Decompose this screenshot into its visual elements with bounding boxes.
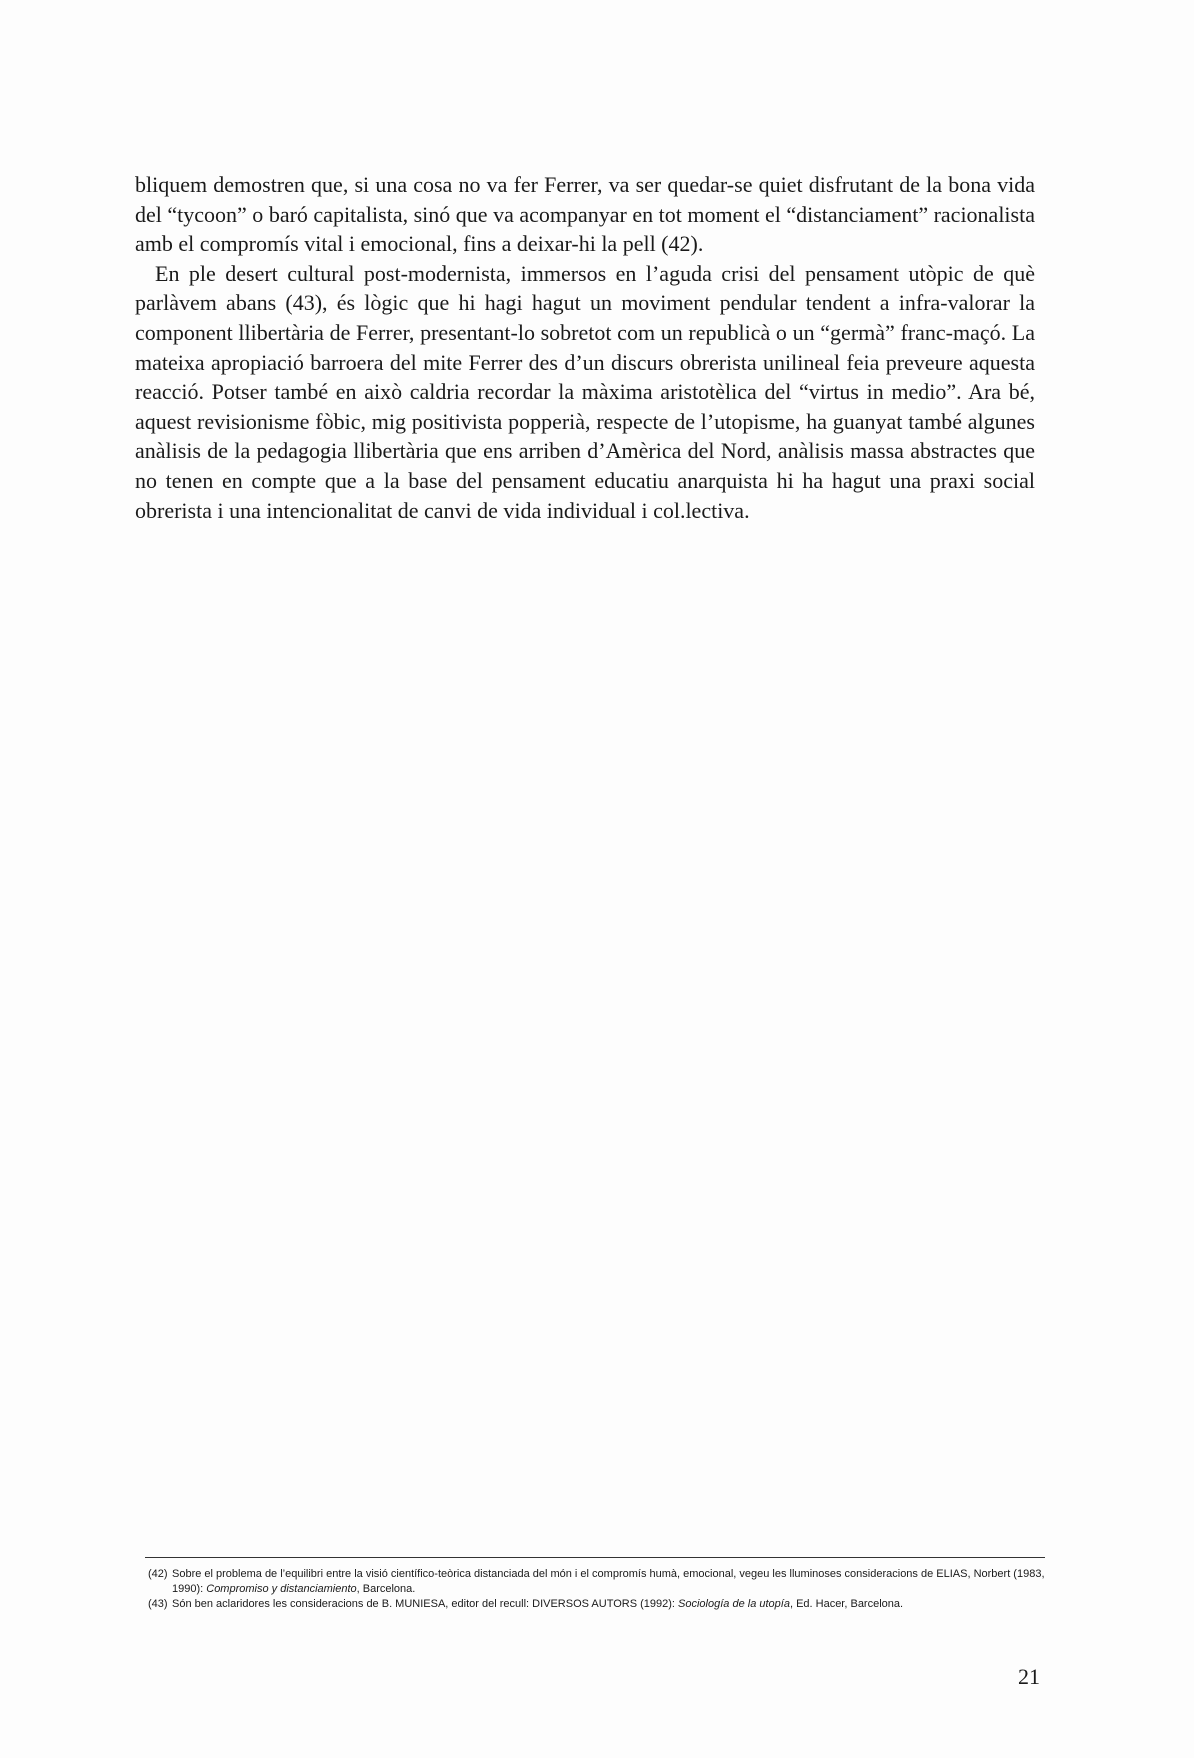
paragraph: bliquem demostren que, si una cosa no va fer Ferrer, va ser quedar-se quiet disfrutant de la bona vida del “tycoon” o baró capitalista, sinó que va acompanyar en tot moment el “distanciament” racionalista amb el compromís vital i emocional, fins a deixar-hi la pell (42). bbox=[135, 172, 1035, 257]
footnote-text-end: , Barcelona. bbox=[356, 1582, 416, 1595]
footnote-number: (43) bbox=[148, 1598, 168, 1610]
body-text bbox=[135, 170, 1035, 525]
footnote-title: Compromiso y distanciamiento bbox=[206, 1582, 357, 1595]
page-number: 21 bbox=[1018, 1664, 1040, 1689]
footnote-text-end: , Ed. Hacer, Barcelona. bbox=[789, 1598, 904, 1610]
footnotes bbox=[148, 1567, 1048, 1613]
paragraph: En ple desert cultural post-modernista, immersos en l’aguda crisi del pensament utòpic de què parlàvem abans (43), és lògic que hi hagi hagut un moviment pendular tendent a infra-valorar la component llibertària de Ferrer, presentant-lo sobretot com un republicà o un “germà” franc-maçó. La mateixa apropiació barroera del mite Ferrer des d’un discurs obrerista unilineal feia preveure aquesta reacció. Potser també en això caldria recordar la màxima aristotèlica del “virtus in medio”. Ara bé, aquest revisionisme fòbic, mig positivista popperià, respecte de l’utopisme, ha guanyat també algunes anàlisis de la pedagogia llibertària que ens arriben d’Amèrica del Nord, anàlisis massa abstractes que no tenen en compte que a la base del pensament educatiu anarquista hi ha hagut una praxi social obrerista i una intencionalitat de canvi de vida individual i col.lectiva. bbox=[135, 260, 1035, 523]
footnote-number: (42) bbox=[148, 1568, 168, 1580]
footnote-separator bbox=[145, 1557, 1045, 1558]
footnote-42 bbox=[148, 1567, 1048, 1596]
footnote-text: Són ben aclaridores les consideracions de B. MUNIESA, editor del recull: DIVERSOS AUTORS (1992): bbox=[172, 1598, 679, 1610]
footnote-title: Sociología de la utopía bbox=[678, 1598, 790, 1610]
footnote-43 bbox=[148, 1597, 1048, 1612]
footnote-text: Sobre el problema de l’equilibri entre la visió científico-teòrica distanciada del món i el compromís humà, emocional, vegeu les lluminoses consideracions de ELIAS, Norbert (1983, 1990): bbox=[172, 1568, 1045, 1595]
